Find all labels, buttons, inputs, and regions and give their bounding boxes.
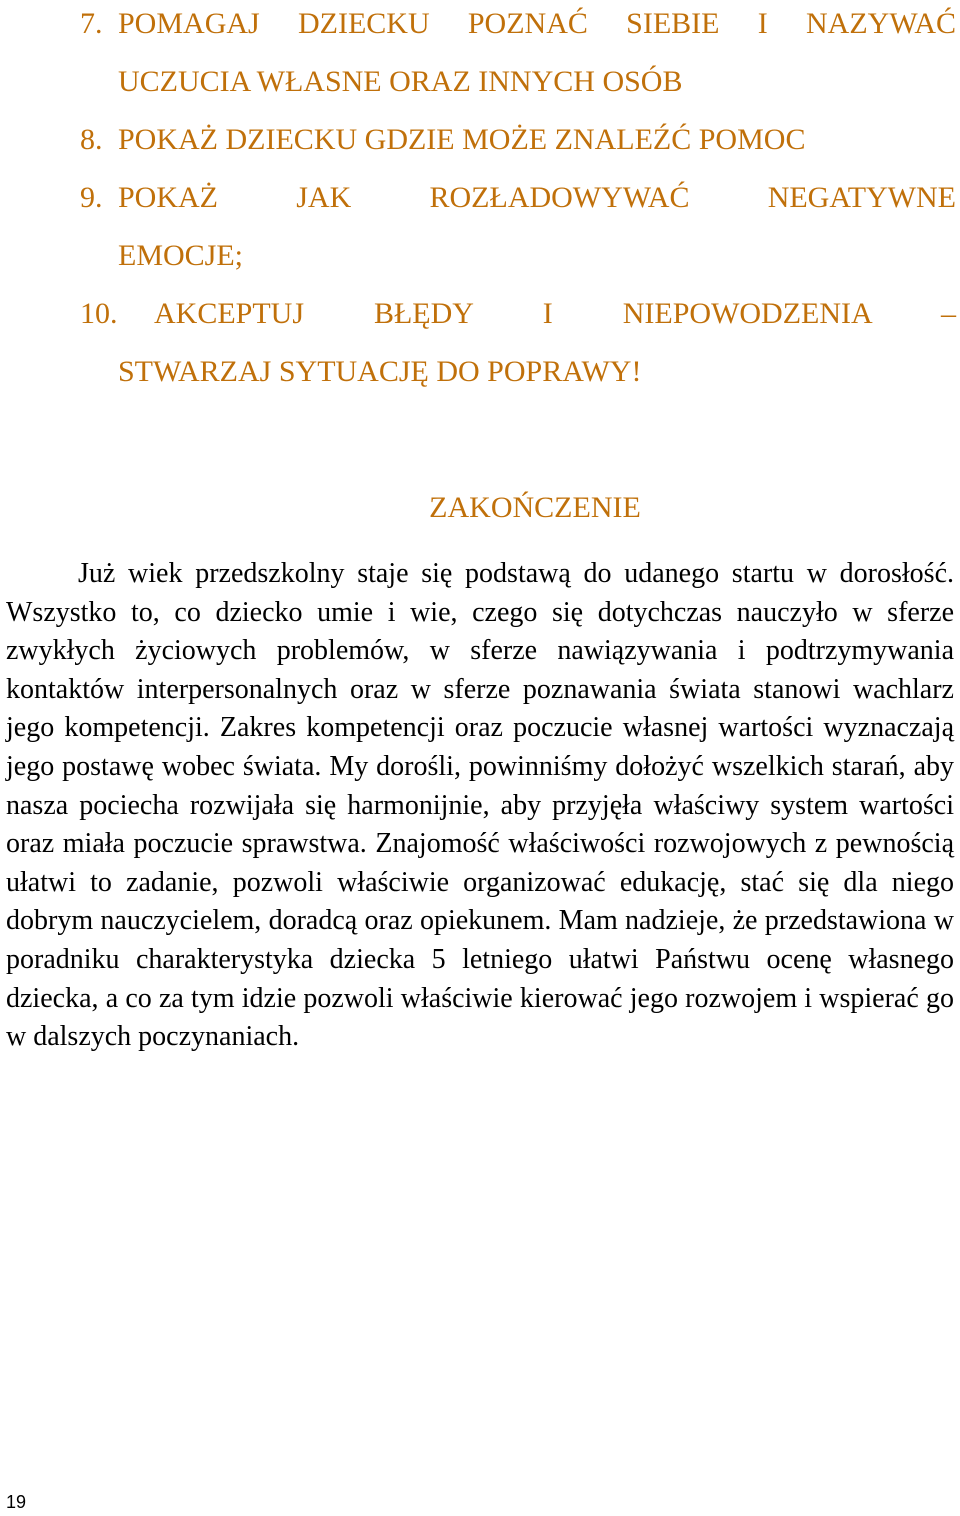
section-heading: ZAKOŃCZENIE: [429, 491, 641, 524]
list-item-text-line: EMOCJE;: [118, 239, 244, 272]
list-item-text-line: POKAŻ DZIECKU GDZIE MOŻE ZNALEŹĆ POMOC: [118, 123, 806, 156]
list-item-text-line: AKCEPTUJ BŁĘDY I NIEPOWODZENIA –: [154, 297, 956, 330]
recommendation-list: [80, 0, 956, 406]
list-item-text-line: POKAŻ JAK ROZŁADOWYWAĆ NEGATYWNE: [118, 181, 956, 214]
list-item-number: 8.: [80, 123, 103, 156]
list-item-number: 7.: [80, 7, 103, 40]
page-number: 19: [6, 1492, 27, 1512]
list-item-text-line: UCZUCIA WŁASNE ORAZ INNYCH OSÓB: [118, 65, 683, 98]
body-paragraph: Już wiek przedszkolny staje się podstawą do udanego startu w dorosłość. Wszystko to, co dziecko umie i wie, czego się dotychczas nauczyło w sferze zwykłych życiowych problemów, w sferze nawiązywania i podtrzymywania kontaktów interpersonalnych oraz w sferze poznawania świata stanowi wachlarz jego kompetencji. Zakres kompetencji oraz poczucie własnej wartości wyznaczają jego postawę wobec świata. My dorośli, powinniśmy dołożyć wszelkich starań, aby nasza pociecha rozwijała się harmonijnie, aby przyjęła właściwy system wartości oraz miała poczucie sprawstwa. Znajomość właściwości rozwojowych z pewnością ułatwi to zadanie, pozwoli właściwie organizować edukację, stać się dla niego dobrym nauczycielem, doradcą oraz opiekunem. Mam nadzieje, że przedstawiona w poradniku charakterystyka dziecka 5 letniego ułatwi Państwu ocenę własnego dziecka, a co za tym idzie pozwoli właściwie kierować jego rozwojem i wspierać go w dalszych poczynaniach.: [6, 558, 954, 1053]
list-item-7: [80, 0, 956, 111]
list-item-10: [80, 285, 956, 401]
list-item-9: [80, 169, 956, 285]
list-item-8: [80, 111, 956, 169]
list-item-text-line: POMAGAJ DZIECKU POZNAĆ SIEBIE I NAZYWAĆ: [118, 7, 956, 40]
list-item-text-line: STWARZAJ SYTUACJĘ DO POPRAWY!: [118, 355, 642, 388]
list-item-number: 9.: [80, 181, 103, 214]
list-item-number: 10.: [80, 297, 118, 330]
